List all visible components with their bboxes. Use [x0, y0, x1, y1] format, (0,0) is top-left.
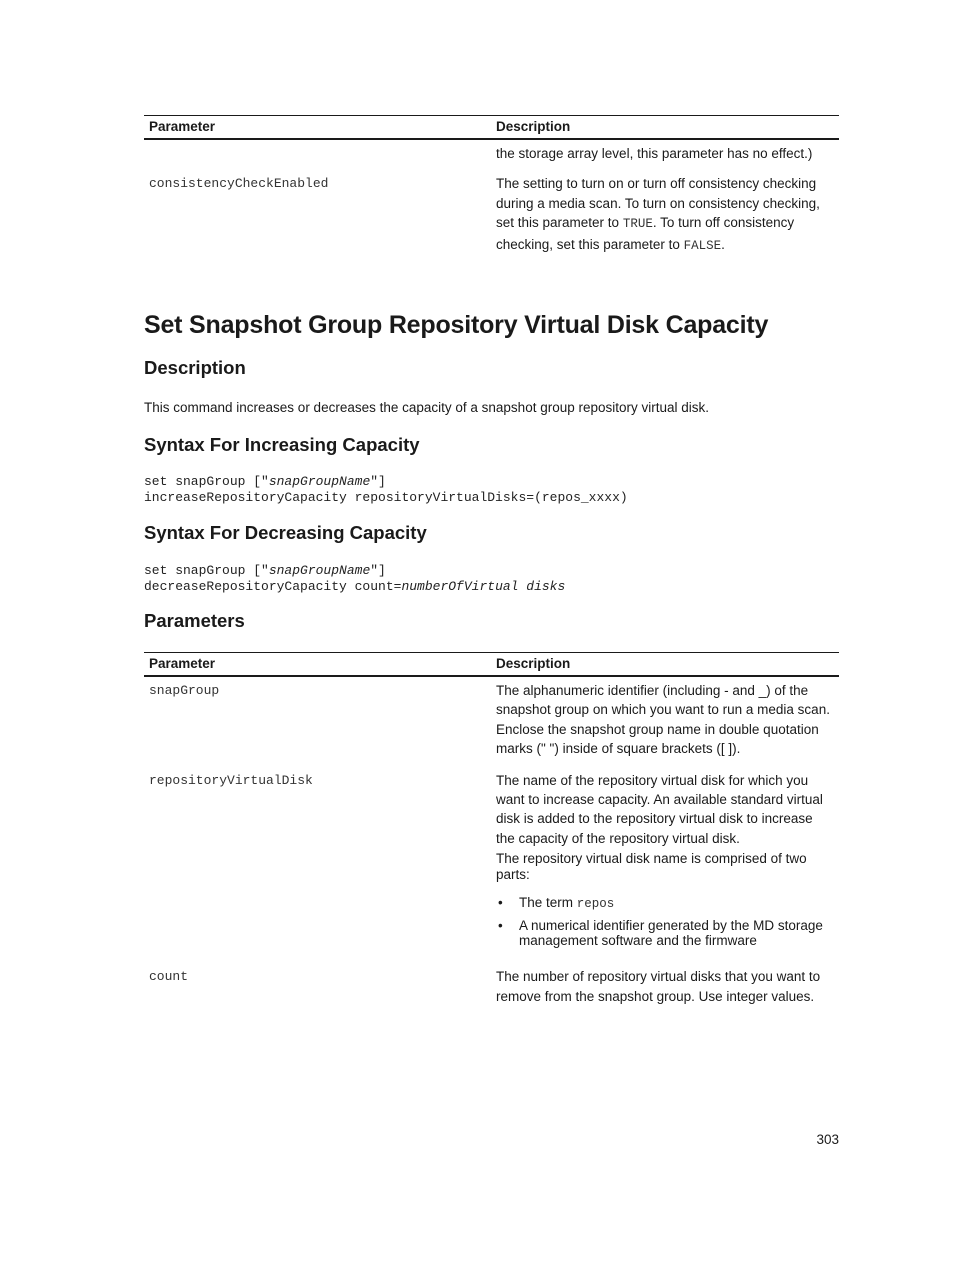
description-heading: Description [144, 357, 246, 378]
parameters-heading: Parameters [144, 610, 245, 631]
syntax-increase-code [144, 474, 628, 506]
syntax-decrease-heading: Syntax For Decreasing Capacity [144, 522, 427, 543]
description-text: The number of repository virtual disks that you want to remove from the snapshot group. Use integer values. [496, 969, 821, 1004]
table-row [144, 139, 839, 170]
code-true: TRUE [622, 217, 653, 232]
code-text: decreaseRepositoryCapacity count= [144, 579, 402, 594]
list-item: • A numerical identifier generated by the MD storage management software and the firmware [496, 918, 834, 948]
description-text-part: The setting to turn on or turn off consistency checking during a media scan. To turn on consistency checking, set this parameter to [496, 176, 820, 231]
code-text: "] [370, 563, 386, 578]
description-cell [491, 963, 839, 1011]
description-text-part: . [721, 236, 725, 252]
code-variable: numberOfVirtual disks [401, 579, 566, 594]
table-row [144, 963, 839, 1011]
table-header-row [144, 653, 839, 677]
code-repos: repos [576, 897, 615, 912]
list-item [496, 895, 834, 912]
description-text-2: The repository virtual disk name is comprised of two parts: [496, 851, 807, 883]
parameter-cell: consistencyCheckEnabled [149, 176, 329, 192]
description-text: The alphanumeric identifier (including - and _) of the snapshot group on which you want to run a media scan. Enclose the snapshot group name in double quotation marks (" ") inside of square brackets ([ ]). [496, 683, 830, 757]
table-row [144, 170, 839, 261]
section-title: Set Snapshot Group Repository Virtual Disk Capacity [144, 311, 769, 339]
parameters-table [144, 652, 839, 1011]
bullet-text: The term [519, 895, 577, 911]
table-row [144, 676, 839, 767]
syntax-increase-heading: Syntax For Increasing Capacity [144, 434, 420, 455]
column-header-description: Description [491, 116, 839, 140]
column-header-description: Description [491, 653, 839, 677]
description-cell [491, 170, 839, 261]
code-text: set snapGroup [" [144, 563, 269, 578]
parameter-cell: snapGroup [149, 683, 220, 698]
code-variable: snapGroupName [268, 474, 371, 489]
description-text: The name of the repository virtual disk for which you want to increase capacity. An available standard virtual disk is added to the repository virtual disk to increase the capacity of the repository virtual disk. [496, 772, 823, 846]
table-header-row [144, 116, 839, 140]
code-variable: snapGroupName [268, 563, 371, 578]
page-number: 303 [816, 1132, 839, 1147]
continued-parameter-table [144, 115, 839, 261]
description-cell [491, 767, 839, 964]
code-text: set snapGroup [" [144, 474, 269, 489]
syntax-decrease-code [144, 563, 565, 595]
description-cell [491, 676, 839, 767]
description-paragraph: This command increases or decreases the capacity of a snapshot group repository virtual disk. [144, 400, 710, 415]
parameter-cell: count [149, 969, 189, 985]
column-header-parameter: Parameter [144, 653, 491, 677]
column-header-parameter: Parameter [144, 116, 491, 140]
parameter-cell [144, 139, 491, 170]
code-text: "] [370, 474, 386, 489]
description-text: the storage array level, this parameter has no effect.) [496, 146, 813, 161]
bullet-list [496, 895, 834, 948]
description-text [496, 174, 834, 256]
description-cell [491, 139, 839, 170]
code-text: increaseRepositoryCapacity repositoryVirtualDisks=(repos_xxxx) [144, 490, 628, 505]
description-text-part: . To turn off consistency checking, set this parameter to [496, 215, 795, 252]
table-row [144, 767, 839, 964]
parameter-cell: repositoryVirtualDisk [149, 772, 313, 788]
code-false: FALSE [683, 238, 722, 253]
